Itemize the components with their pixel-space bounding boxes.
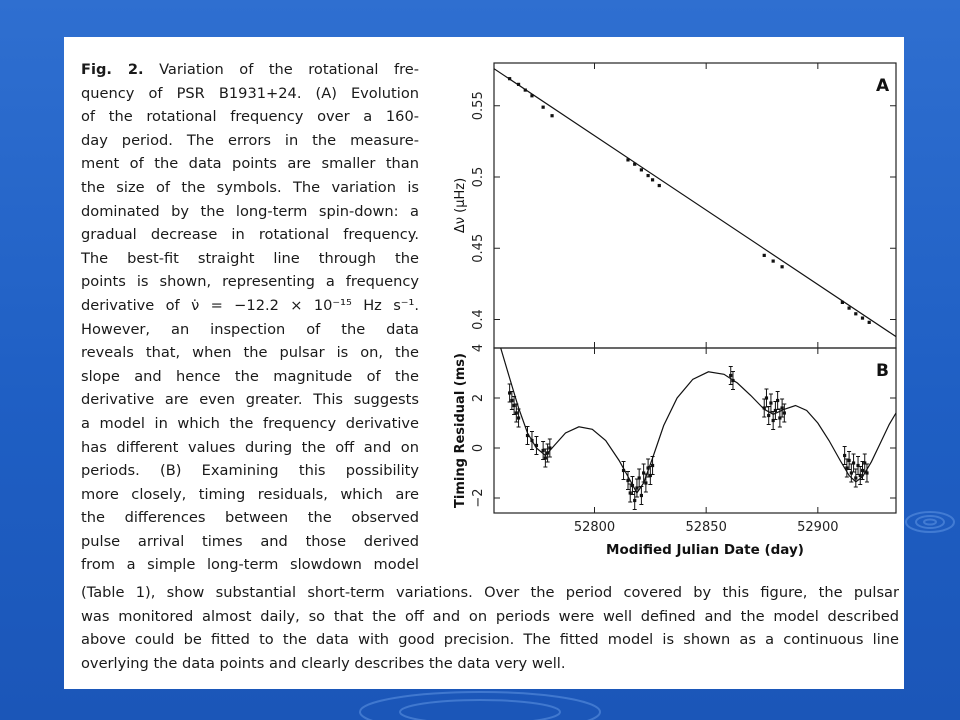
data-point xyxy=(781,406,784,409)
data-point xyxy=(631,484,634,487)
caption-line: the size of the symbols. The variation is xyxy=(81,178,419,196)
data-point xyxy=(865,471,868,474)
data-point xyxy=(626,158,629,161)
data-point xyxy=(640,168,643,171)
data-point xyxy=(843,454,846,457)
data-point xyxy=(772,259,775,262)
data-point xyxy=(622,469,625,472)
data-point xyxy=(526,434,529,437)
x-tick-label: 52900 xyxy=(797,520,839,535)
caption-line: overlying the data points and clearly describes the data very well. xyxy=(81,654,566,672)
caption-line: derivative are even greater. This suggests xyxy=(81,391,419,409)
best-fit-line xyxy=(494,69,896,337)
figure-2 xyxy=(434,45,904,575)
y-tick-label: 0.55 xyxy=(471,91,486,121)
data-point xyxy=(524,88,527,91)
caption-line: The best-fit straight line through the xyxy=(81,249,419,267)
caption-line: derivative of ν̇ = −12.2 × 10⁻¹⁵ Hz s⁻¹. xyxy=(81,296,419,314)
panel-B-label: B xyxy=(876,361,889,381)
data-point xyxy=(546,451,549,454)
model-curve xyxy=(501,348,896,493)
caption-line: reveals that, when the pulsar is on, the xyxy=(81,344,419,362)
data-point xyxy=(658,184,661,187)
panel-B-ylabel: Timing Residual (ms) xyxy=(453,353,468,508)
data-point xyxy=(868,321,871,324)
caption-line: more closely, timing residuals, which are xyxy=(81,485,419,503)
caption-line: was monitored almost daily, so that the off and on periods were well defined and the model described xyxy=(81,607,899,625)
panel-B-frame xyxy=(494,348,896,513)
data-point xyxy=(550,114,553,117)
data-point xyxy=(861,316,864,319)
data-point xyxy=(633,499,636,502)
data-point xyxy=(852,461,855,464)
data-point xyxy=(647,174,650,177)
y-tick-label: 0.4 xyxy=(471,309,486,330)
caption-line: pulse arrival times and those derived xyxy=(81,532,419,550)
data-point xyxy=(651,464,654,467)
y-tick-label: 4 xyxy=(471,343,486,353)
data-point xyxy=(548,446,551,449)
data-point xyxy=(640,494,643,497)
caption-line: periods. (B) Examining this possibility xyxy=(81,462,419,480)
x-axis-label: Modified Julian Date (day) xyxy=(606,542,804,558)
data-point xyxy=(848,307,851,310)
caption-line: day period. The errors in the measure- xyxy=(81,131,419,149)
paper-page xyxy=(64,37,904,689)
data-point xyxy=(644,481,647,484)
caption-line: slope and hence the magnitude of the xyxy=(81,367,419,385)
data-point xyxy=(530,439,533,442)
caption-line: ment of the data points are smaller than xyxy=(81,155,419,173)
caption-line: quency of PSR B1931+24. (A) Evolution xyxy=(81,84,419,102)
data-point xyxy=(517,416,520,419)
data-point xyxy=(848,459,851,462)
caption-line: has different values during the off and on xyxy=(81,438,419,456)
y-tick-label: 0.45 xyxy=(471,233,486,263)
x-tick-label: 52800 xyxy=(573,520,616,535)
panel-A-ylabel: Δν (μHz) xyxy=(453,177,468,234)
caption-line: gradual decrease in rotational frequency. xyxy=(81,226,419,244)
data-point xyxy=(638,476,641,479)
data-point xyxy=(535,444,538,447)
caption-line: above could be fitted to the data with good precision. The fitted model is shown as a continuous line xyxy=(81,631,899,649)
y-tick-label: 2 xyxy=(471,393,486,403)
x-tick-label: 52850 xyxy=(685,520,727,535)
caption-line: the differences between the observed xyxy=(81,509,419,527)
data-point xyxy=(633,163,636,166)
y-tick-label: −2 xyxy=(471,488,486,508)
data-point xyxy=(763,254,766,257)
figure-caption-column xyxy=(81,58,419,577)
data-point xyxy=(517,83,520,86)
y-tick-label: 0.5 xyxy=(471,166,486,188)
panel-A-label: A xyxy=(876,76,890,96)
data-point xyxy=(530,94,533,97)
data-point xyxy=(731,379,734,382)
data-point xyxy=(765,396,768,399)
data-point xyxy=(626,479,629,482)
caption-line: a model in which the frequency derivative xyxy=(81,414,419,432)
caption-line: (Table 1), show substantial short-term variations. Over the period covered by this figure, the pulsar xyxy=(81,584,899,601)
data-point xyxy=(729,374,732,377)
data-point xyxy=(508,77,511,80)
data-point xyxy=(781,265,784,268)
data-point xyxy=(854,312,857,315)
y-tick-label: 0 xyxy=(471,443,486,453)
data-point xyxy=(515,411,518,414)
caption-line: from a simple long-term slowdown model xyxy=(81,556,419,574)
caption-line: Fig. 2. Variation of the rotational fre- xyxy=(81,61,419,78)
caption-line: dominated by the long-term spin-down: a xyxy=(81,202,419,220)
data-point xyxy=(841,301,844,304)
figure-2-plot xyxy=(434,45,904,575)
data-point xyxy=(767,414,770,417)
data-point xyxy=(769,401,772,404)
data-point xyxy=(542,106,545,109)
caption-line: of the rotational frequency over a 160- xyxy=(81,108,419,126)
caption-line: However, an inspection of the data xyxy=(81,320,419,338)
data-point xyxy=(510,399,513,402)
figure-label: Fig. 2. xyxy=(81,61,144,78)
caption-line: points is shown, representing a frequency xyxy=(81,273,419,291)
figure-caption-wide xyxy=(81,581,899,675)
data-point xyxy=(854,476,857,479)
data-point xyxy=(776,399,779,402)
data-point xyxy=(544,456,547,459)
data-point xyxy=(859,474,862,477)
panel-A-frame xyxy=(494,63,896,348)
data-point xyxy=(651,178,654,181)
data-point xyxy=(783,411,786,414)
